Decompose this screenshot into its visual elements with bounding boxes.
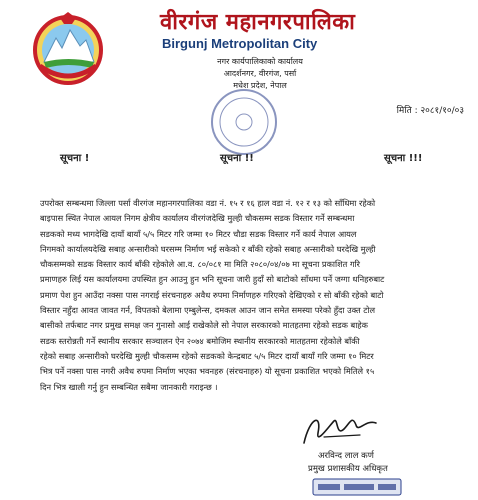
body-line: सडक स्तरोन्नती गर्ने स्थानीय सरकार सञ्चालन ऐन २०७४ बमोजिम स्थानीय सरकारको मातहतमा रहेकोले बाँकी bbox=[40, 335, 360, 346]
body-line: निगमको कार्यालयदेखि सबाह अन्सारीको घरसम्म निर्माण भई सकेको र बाँकी रहेको सबाह अन्सारीको घरदेखि मुल्ही bbox=[40, 243, 376, 254]
office-seal-stamp bbox=[208, 86, 280, 158]
body-line: सडकको मध्य भागदेखि दायाँ बायाँ ५/५ मिटर गरि जम्मा १० मिटर चौडा सडक विस्तार गर्ने कार्य नेपाल आयल bbox=[40, 228, 357, 239]
body-line: चौकसम्मको सडक विस्तार कार्य बाँकी रहेकोले आ.व. ८०/०८१ मा मिति २०८०/०४/०७ मा सूचना प्रकाशित गरि bbox=[40, 259, 361, 270]
office-name: नगर कार्यपालिकाको कार्यालय bbox=[217, 57, 303, 66]
body-line: प्रमाण पेश हुन आउँदा नक्सा पास नगराई संरचनाहरु अवैध रुपमा निर्माणहरु गरिएको देखिएकाे र सो बाँकी रहेको बाटो bbox=[40, 289, 384, 300]
body-line: प्रमाणहरु लिई यस कार्यालयमा उपस्थित हुन आउनु हुन भनि सूचना जारी हुदाँ सो बाटोको साँधमा पर्ने जग्गा धनिहरुबाट bbox=[40, 274, 385, 285]
body-line: रहेको सबाह अन्सारीको घरदेखि मुल्ही चौकसम्म रहेको सडकको केन्द्रबाट ५/५ मिटर दायाँ बायाँ गरि जम्मा १० मिटर bbox=[40, 350, 374, 361]
notice-body bbox=[40, 196, 466, 395]
designation-stamp bbox=[312, 478, 402, 496]
body-line: उपरोक्त सम्बन्धमा जिल्ला पर्सा वीरगंज महानगरपालिका वडा नं. १५ र १६ हाल वडा नं. १२ र १३ को साँधिमा रहेको bbox=[40, 198, 376, 208]
body-line: भित्र पर्ने नक्सा पास नगरी अवैध रुपमा निर्माण भएका भवनहरु (संरचनाहरु) यो सूचना प्रकाशित भएको मितिले १५ bbox=[40, 366, 375, 377]
notice-heading-3: सूचना !!! bbox=[384, 153, 423, 164]
office-province: मधेश प्रदेश, नेपाल bbox=[233, 81, 287, 90]
handwritten-signature bbox=[300, 407, 380, 453]
notice-heading-2: सूचना !! bbox=[220, 153, 254, 164]
signatory-name: अरविन्द लाल कर्ण bbox=[318, 451, 374, 461]
signatory-title: प्रमुख प्रशासकीय अधिकृत bbox=[308, 464, 388, 474]
notice-heading-1: सूचना ! bbox=[60, 153, 90, 164]
body-line: बाइपास स्थित नेपाल आयल निगम क्षेत्रीय कार्यालय वीरगंजदेखि मुल्ही चौकसम्म सडक विस्तार गर्ने सम्बन्धमा bbox=[40, 213, 355, 224]
body-line: बासीको तर्फबाट नगर प्रमुख समक्ष जन गुनासो आई राखेकोले सो नेपाल सरकारको मातहतमा रहेको सडक बाहेक bbox=[40, 320, 368, 331]
body-line: विस्तार नहुँदा आवत जावत गर्न, विपतको बेलामा एम्बुलेन्स, दमकल आउन जान समेत समस्या परेको हुँदा उक्त टोल bbox=[40, 305, 376, 316]
body-line: दिन भित्र खाली गर्नु हुन सम्बन्धित सबैमा जानकारी गराइन्छ । bbox=[40, 381, 218, 392]
document-date: मिति : २०८१/१०/०३ bbox=[396, 106, 464, 116]
municipality-title-english: Birgunj Metropolitan City bbox=[162, 36, 318, 51]
office-address: आदर्शनगर, वीरगंज, पर्सा bbox=[223, 69, 297, 78]
municipality-title-nepali: वीरगंज महानगरपालिका bbox=[160, 10, 356, 35]
nepal-emblem-logo bbox=[30, 10, 106, 86]
